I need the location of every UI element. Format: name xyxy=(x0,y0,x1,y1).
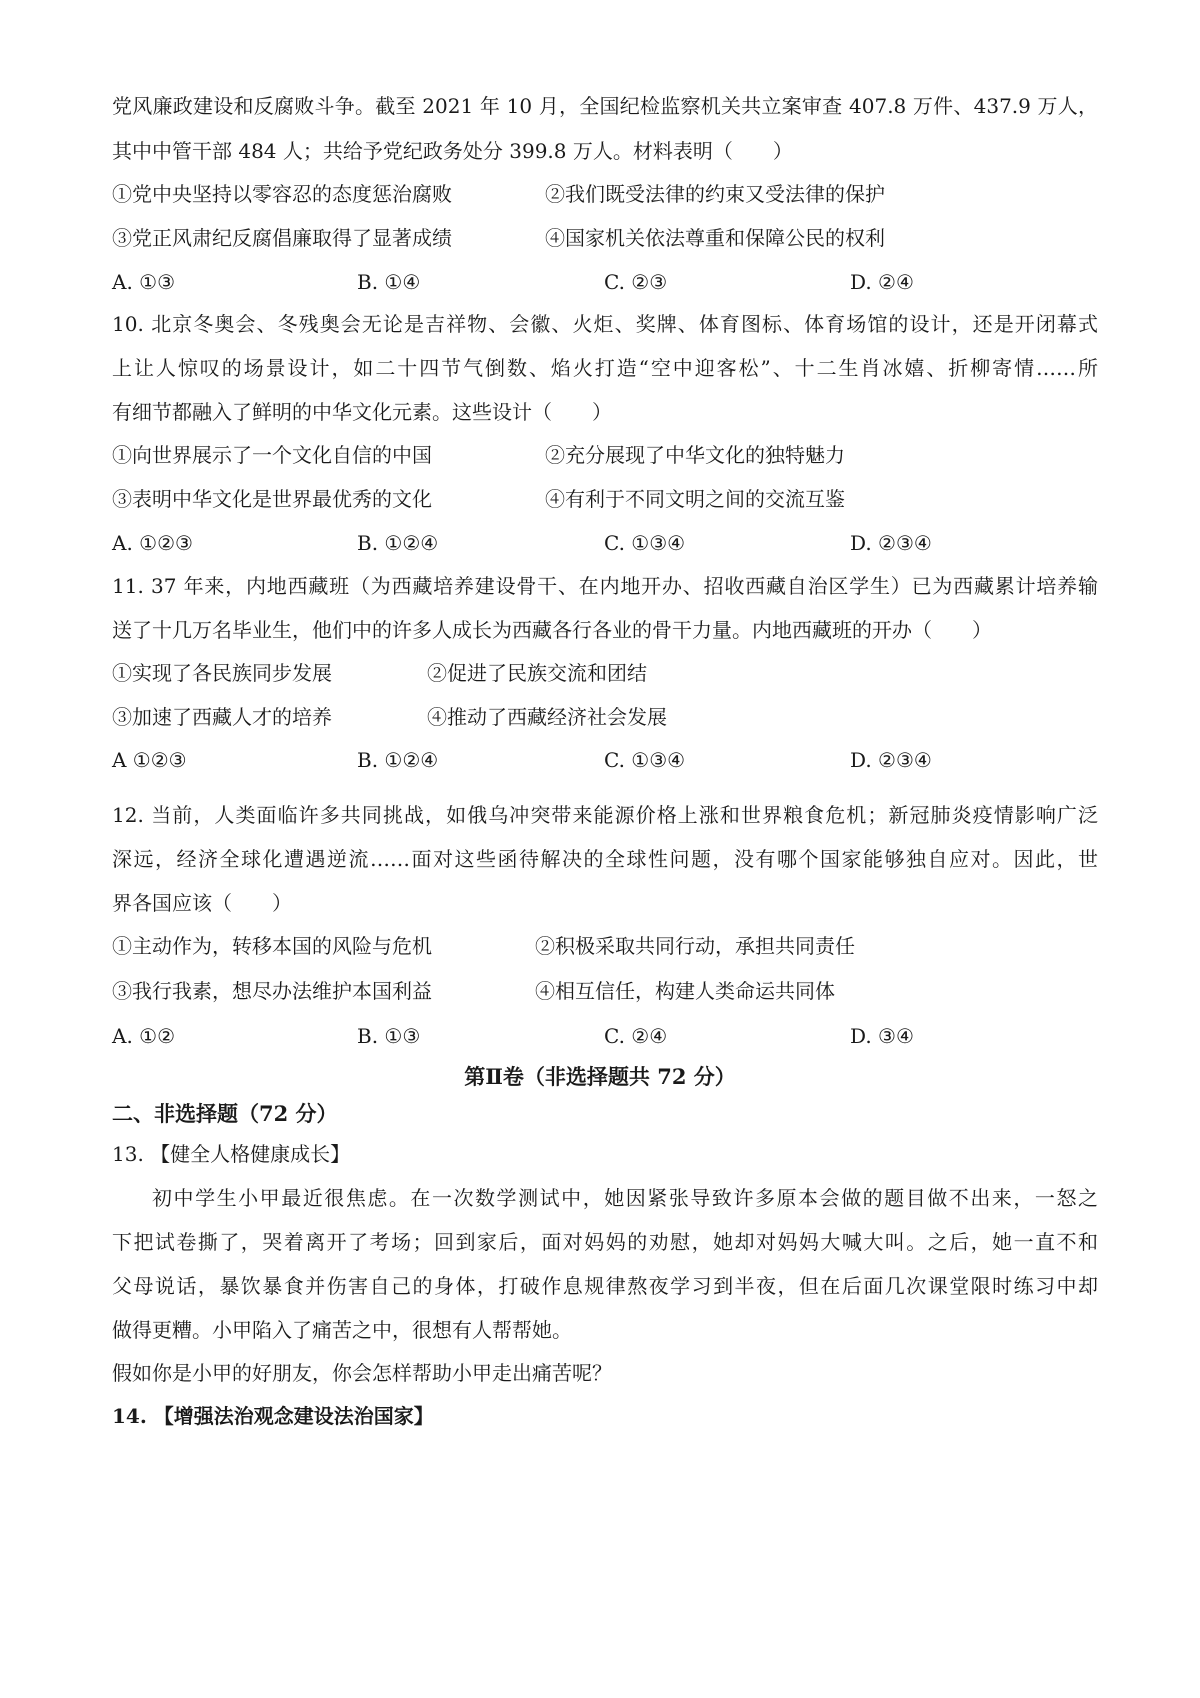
q9-choice-a: A. ①③ xyxy=(112,270,176,294)
q13-heading: 13. 【健全人格健康成长】 xyxy=(112,1142,351,1166)
q9-stem-line-2: 其中中管干部 484 人；共给予党纪政务处分 399.8 万人。材料表明（ ） xyxy=(112,139,793,163)
q10-item-4: ④有利于不同文明之间的交流互鉴 xyxy=(545,487,845,511)
q11-item-3: ③加速了西藏人才的培养 xyxy=(112,705,332,729)
q13-para-line-4: 做得更糟。小甲陷入了痛苦之中，很想有人帮帮她。 xyxy=(112,1318,572,1342)
q13-question: 假如你是小甲的好朋友，你会怎样帮助小甲走出痛苦呢？ xyxy=(112,1361,612,1385)
q9-item-1: ①党中央坚持以零容忍的态度惩治腐败 xyxy=(112,182,452,206)
q11-choice-a: A ①②③ xyxy=(112,748,187,772)
q9-choice-c: C. ②③ xyxy=(604,270,668,294)
q10-choice-d: D. ②③④ xyxy=(850,531,932,555)
q12-choice-d: D. ③④ xyxy=(850,1024,914,1048)
q9-choice-b: B. ①④ xyxy=(357,270,421,294)
q12-item-3: ③我行我素，想尽办法维护本国利益 xyxy=(112,979,432,1003)
q11-item-2: ②促进了民族交流和团结 xyxy=(427,661,647,685)
q9-item-3: ③党正风肃纪反腐倡廉取得了显著成绩 xyxy=(112,226,452,250)
q10-stem-line-1: 10. 北京冬奥会、冬残奥会无论是吉祥物、会徽、火炬、奖牌、体育图标、体育场馆的设计，还是开闭幕式 xyxy=(112,312,1098,336)
q11-stem-line-1: 11. 37 年来，内地西藏班（为西藏培养建设骨干、在内地开办、招收西藏自治区学生）已为西藏累计培养输 xyxy=(112,574,1098,598)
q11-choice-d: D. ②③④ xyxy=(850,748,932,772)
part2-title: 第Ⅱ卷（非选择题共 72 分） xyxy=(464,1064,736,1089)
q10-choice-b: B. ①②④ xyxy=(357,531,439,555)
q10-choice-a: A. ①②③ xyxy=(112,531,193,555)
q11-item-1: ①实现了各民族同步发展 xyxy=(112,661,332,685)
q13-para-line-2: 下把试卷撕了，哭着离开了考场；回到家后，面对妈妈的劝慰，她却对妈妈大喊大叫。之后，她一直不和 xyxy=(112,1230,1098,1254)
q12-choice-a: A. ①② xyxy=(112,1024,176,1048)
q9-choice-d: D. ②④ xyxy=(850,270,914,294)
q13-para-line-3: 父母说话，暴饮暴食并伤害自己的身体，打破作息规律熬夜学习到半夜，但在后面几次课堂限时练习中却 xyxy=(112,1274,1098,1298)
q12-stem-line-3: 界各国应该（ ） xyxy=(112,891,292,915)
q11-choice-b: B. ①②④ xyxy=(357,748,439,772)
q9-item-4: ④国家机关依法尊重和保障公民的权利 xyxy=(545,226,885,250)
q10-item-3: ③表明中华文化是世界最优秀的文化 xyxy=(112,487,432,511)
q12-item-4: ④相互信任，构建人类命运共同体 xyxy=(535,979,835,1003)
q10-stem-line-2: 上让人惊叹的场景设计，如二十四节气倒数、焰火打造“空中迎客松”、十二生肖冰嬉、折柳寄情……所 xyxy=(112,356,1098,380)
section-heading: 二、非选择题（72 分） xyxy=(112,1101,338,1126)
q12-stem-line-1: 12. 当前，人类面临许多共同挑战，如俄乌冲突带来能源价格上涨和世界粮食危机；新冠肺炎疫情影响广泛 xyxy=(112,803,1098,827)
q12-item-2: ②积极采取共同行动，承担共同责任 xyxy=(535,934,855,958)
q12-choice-b: B. ①③ xyxy=(357,1024,421,1048)
q11-item-4: ④推动了西藏经济社会发展 xyxy=(427,705,667,729)
q9-stem-line-1: 党风廉政建设和反腐败斗争。截至 2021 年 10 月，全国纪检监察机关共立案审查 407.8 万件、437.9 万人， xyxy=(112,94,1098,118)
q10-item-1: ①向世界展示了一个文化自信的中国 xyxy=(112,443,432,467)
q12-stem-line-2: 深远，经济全球化遭遇逆流……面对这些函待解决的全球性问题，没有哪个国家能够独自应对。因此，世 xyxy=(112,847,1098,871)
q10-stem-line-3: 有细节都融入了鲜明的中华文化元素。这些设计（ ） xyxy=(112,400,612,424)
q9-item-2: ②我们既受法律的约束又受法律的保护 xyxy=(545,182,885,206)
q12-item-1: ①主动作为，转移本国的风险与危机 xyxy=(112,934,432,958)
q12-choice-c: C. ②④ xyxy=(604,1024,668,1048)
q14-heading: 14. 【增强法治观念建设法治国家】 xyxy=(112,1404,434,1428)
q13-para-line-1: 初中学生小甲最近很焦虑。在一次数学测试中，她因紧张导致许多原本会做的题目做不出来，一怒之 xyxy=(152,1186,1098,1210)
q10-choice-c: C. ①③④ xyxy=(604,531,686,555)
q11-stem-line-2: 送了十几万名毕业生，他们中的许多人成长为西藏各行各业的骨干力量。内地西藏班的开办（ ） xyxy=(112,618,992,642)
q11-choice-c: C. ①③④ xyxy=(604,748,686,772)
q10-item-2: ②充分展现了中华文化的独特魅力 xyxy=(545,443,845,467)
